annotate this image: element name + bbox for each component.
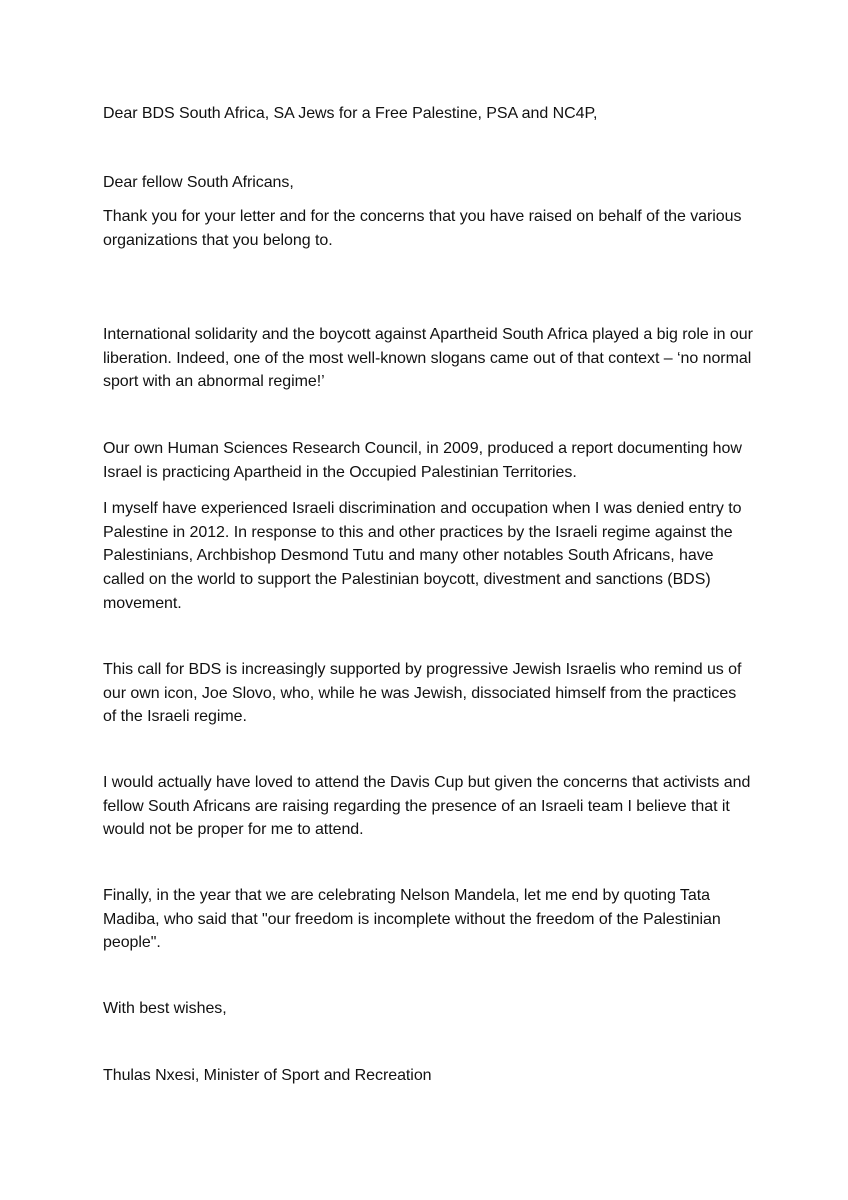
paragraph-davis-cup: I would actually have loved to attend the Davis Cup but given the concerns that activists and fellow South Africans are raising regarding the presence of an Israeli team I believe that it would not be proper for me to attend. [103,774,751,839]
closing-line: With best wishes, [103,1000,227,1017]
paragraph-hsrc-report: Our own Human Sciences Research Council, in 2009, produced a report documenting how Israel is practicing Apartheid in the Occupied Palestinian Territories. [103,440,742,481]
paragraph-bds-support: This call for BDS is increasingly supported by progressive Jewish Israelis who remind us of our own icon, Joe Slovo, who, while he was Jewish, dissociated himself from the practices of the Israeli regime. [103,661,742,726]
paragraph-personal-experience: I myself have experienced Israeli discrimination and occupation when I was denied entry to Palestine in 2012. In response to this and other practices by the Israeli regime against the Palestinians, Archbishop Desmond Tutu and many other notables South Africans, have called on the world to support the Palestinian boycott, divestment and sanctions (BDS) movement. [103,500,742,612]
signature-line: Thulas Nxesi, Minister of Sport and Recreation [103,1067,432,1084]
paragraph-international-solidarity: International solidarity and the boycott against Apartheid South Africa played a big role in our liberation. Indeed, one of the most well-known slogans came out of that context – ‘no normal sport with an abnormal regime!’ [103,326,753,391]
salutation-organizations: Dear BDS South Africa, SA Jews for a Free Palestine, PSA and NC4P, [103,105,598,122]
paragraph-mandela-quote: Finally, in the year that we are celebrating Nelson Mandela, let me end by quoting Tata Madiba, who said that "our freedom is incomplete without the freedom of the Palestinian people". [103,887,721,952]
salutation-fellow-south-africans: Dear fellow South Africans, [103,174,294,191]
paragraph-thanks: Thank you for your letter and for the concerns that you have raised on behalf of the various organizations that you belong to. [103,208,742,249]
